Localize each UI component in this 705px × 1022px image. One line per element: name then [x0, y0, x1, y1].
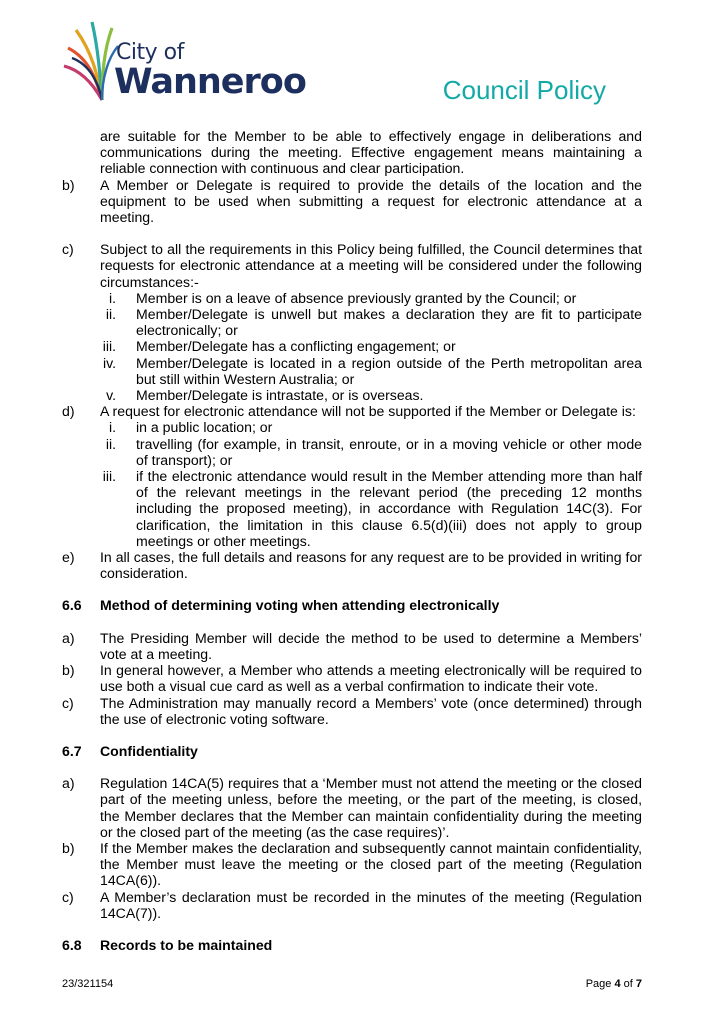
sub-item-text: Member is on a leave of absence previously granted by the Council; or — [136, 289, 577, 306]
sub-item-label: i. — [108, 419, 116, 436]
sub-item-text: Member/Delegate has a conflicting engagement; or — [136, 338, 456, 355]
sub-item-label: v. — [106, 387, 116, 404]
sub-item — [62, 306, 642, 338]
document-reference: 23/321154 — [62, 978, 114, 990]
sub-item-text: Member/Delegate is located in a region outside of the Perth metropolitan area but still within Western Australia; or — [136, 354, 642, 387]
section-number: 6.6 — [62, 597, 82, 614]
clause-text: The Administration may manually record a Members’ vote (once determined) through the use of electronic voting software. — [100, 694, 642, 727]
clause-label: a) — [62, 629, 75, 646]
clause-text: In general however, a Member who attends a meeting electronically will be required to use both a visual cue card as well as a verbal confirmation to indicate their vote. — [100, 662, 642, 695]
logo-leaf-icon — [62, 18, 118, 102]
page-current: 4 — [614, 978, 621, 990]
sub-item-text: in a public location; or — [136, 419, 273, 436]
section-title: Records to be maintained — [100, 936, 273, 953]
sub-item-label: iii. — [102, 468, 116, 485]
clause-text: A request for electronic attendance will not be supported if the Member or Delegate is: — [100, 403, 636, 420]
logo-wanneroo-text: Wanneroo — [114, 62, 306, 102]
clause-a — [62, 775, 642, 840]
sub-item — [62, 436, 642, 468]
section-heading-6-7 — [62, 743, 642, 759]
clause-b — [62, 177, 642, 226]
clause-c — [62, 241, 642, 290]
paragraph-continuation — [62, 128, 642, 177]
clause-e — [62, 549, 642, 581]
sub-item — [62, 355, 642, 387]
clause-label: a) — [62, 775, 75, 792]
clause-label: d) — [62, 403, 75, 420]
city-of-wanneroo-logo — [62, 18, 306, 104]
logo-city-of-text: City of — [116, 40, 184, 65]
clause-text: Regulation 14CA(5) requires that a ‘Member must not attend the meeting or the closed part of the meeting unless, before the meeting, or the part of the meeting, is closed, the Member declares that the Member can maintain confidentiality during the meeting or the closed part of the meeting (as the case requires)’. — [100, 775, 642, 840]
sub-item-label: ii. — [105, 306, 116, 323]
clause-label: b) — [62, 839, 75, 856]
clause-label: c) — [62, 241, 74, 258]
sub-item — [62, 419, 642, 435]
section-heading-6-8 — [62, 937, 642, 953]
clause-text: A Member’s declaration must be recorded in the minutes of the meeting (Regulation 14CA(7)). — [100, 888, 642, 921]
page-of: of — [620, 978, 636, 990]
sub-item-label: iv. — [102, 354, 116, 371]
sub-item-label: i. — [108, 289, 116, 306]
paragraph-text: are suitable for the Member to be able to effectively engage in deliberations and communications during the meeting. Effective engagement means maintaining a reliable connection with continuous and clear participation. — [100, 128, 642, 177]
sub-item-text: Member/Delegate is unwell but makes a declaration they are fit to participate electronically; or — [136, 306, 642, 339]
clause-a — [62, 630, 642, 662]
sub-item — [62, 290, 642, 306]
page-total: 7 — [635, 978, 642, 990]
sub-item-text: Member/Delegate is intrastate, or is overseas. — [136, 387, 424, 404]
section-number: 6.7 — [62, 742, 82, 759]
clause-label: c) — [62, 694, 74, 711]
clause-label: b) — [62, 662, 75, 679]
clause-b — [62, 662, 642, 694]
sub-item — [62, 338, 642, 354]
section-title: Confidentiality — [100, 742, 198, 759]
clause-b — [62, 840, 642, 889]
sub-item-label: iii. — [102, 338, 116, 355]
clause-label: e) — [62, 549, 75, 566]
sub-item-label: ii. — [105, 435, 116, 452]
clause-d — [62, 403, 642, 419]
section-heading-6-6 — [62, 597, 642, 613]
sub-item — [62, 468, 642, 549]
document-title: Council Policy — [442, 75, 606, 105]
section-number: 6.8 — [62, 936, 82, 953]
clause-label: c) — [62, 888, 74, 905]
clause-c — [62, 889, 642, 921]
page-prefix: Page — [585, 978, 615, 990]
clause-text: A Member or Delegate is required to provide the details of the location and the equipment to be used when submitting a request for electronic attendance at a meeting. — [100, 176, 642, 226]
policy-content — [62, 128, 642, 953]
clause-text: In all cases, the full details and reasons for any request are to be provided in writing for consideration. — [100, 549, 642, 582]
section-title: Method of determining voting when attending electronically — [100, 597, 500, 614]
sub-item-text: travelling (for example, in transit, enroute, or in a moving vehicle or other mode of transport); or — [136, 435, 642, 468]
sub-item — [62, 387, 642, 403]
clause-text: If the Member makes the declaration and subsequently cannot maintain confidentiality, the Member must leave the meeting or the closed part of the meeting (Regulation 14CA(6)). — [100, 839, 642, 889]
page-number — [586, 978, 642, 990]
sub-item-text: if the electronic attendance would result in the Member attending more than half of the relevant meetings in the relevant period (the preceding 12 months including the proposed meeting), in accordance with Regulation 14C(3). For clarification, the limitation in this clause 6.5(d)(iii) does not apply to group meetings or other meetings. — [136, 468, 642, 549]
clause-c — [62, 695, 642, 727]
clause-label: b) — [62, 176, 75, 193]
clause-text: Subject to all the requirements in this Policy being fulfilled, the Council determines that requests for electronic attendance at a meeting will be considered under the following circumstances:- — [100, 241, 642, 290]
clause-text: The Presiding Member will decide the method to be used to determine a Members’ vote at a meeting. — [100, 629, 642, 662]
